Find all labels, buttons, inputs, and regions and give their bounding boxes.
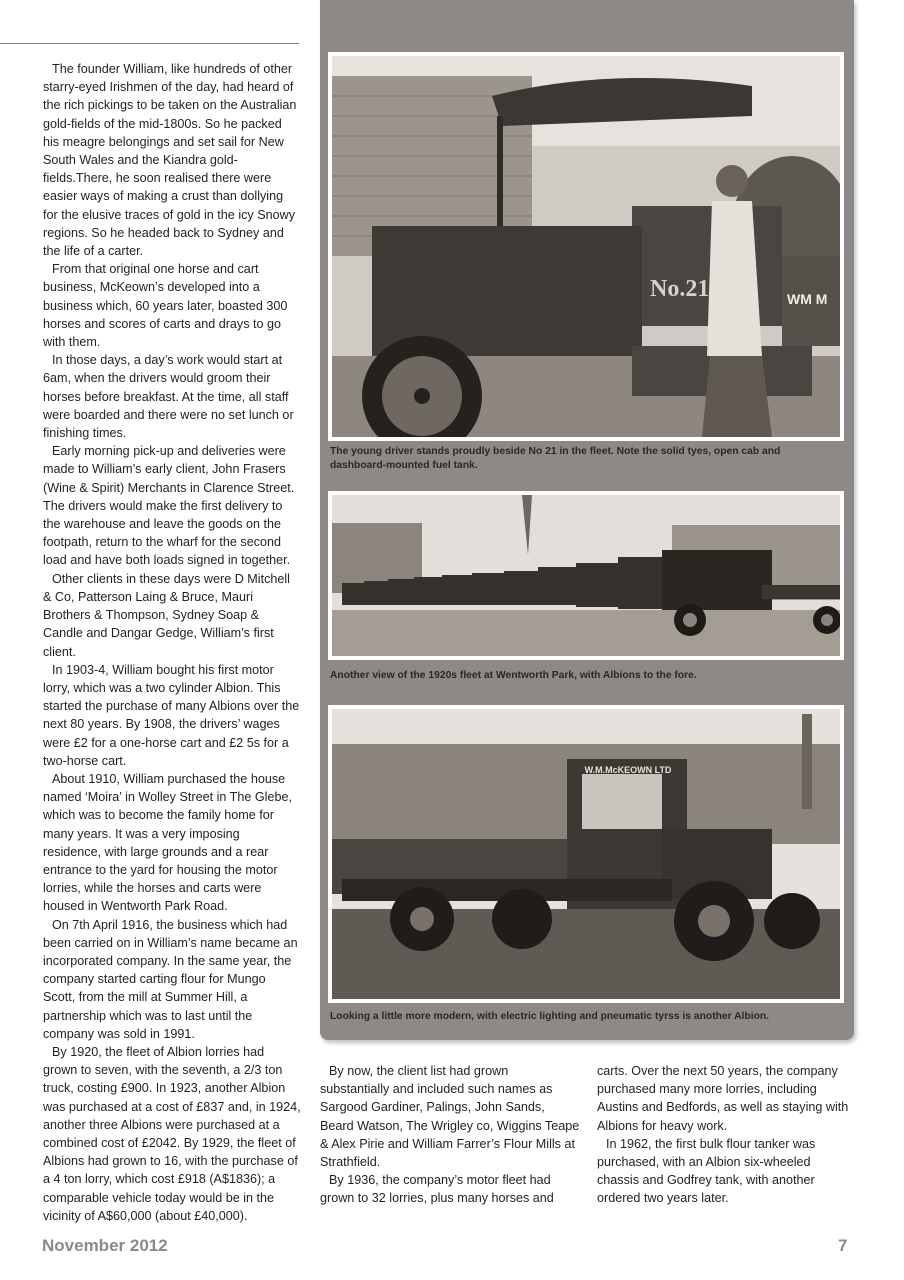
photo-fleet-wentworth-park bbox=[328, 491, 844, 660]
photo-albion-image bbox=[332, 709, 840, 999]
article-right-column bbox=[597, 1062, 854, 1208]
article-paragraph: In 1903-4, William bought his first motor lorry, which was a two cylinder Albion. This started the purchase of many Albions over the next 80 years. By 1908, the drivers’ wages were £2 for a one-horse cart and £2 5s for a two-horse cart. bbox=[43, 662, 300, 768]
article-paragraph: In those days, a day’s work would start at 6am, when the drivers would groom their horses before breakfast. At the time, all staff were boarded and there were no set lunch or finishing times. bbox=[43, 353, 294, 441]
photo-modern-albion bbox=[328, 705, 844, 1003]
article-paragraph: The founder William, like hundreds of other starry-eyed Irishmen of the day, had heard of the rich pickings to be taken on the Australian gold-fields of the mid-1800s. So he packed his meagre belongings and set sail for New South Wales and the Kiandra gold-fields.There, he soon realised there were easier ways of making a crust than dollying for the elusive traces of gold in the icy Snowy regions. So he headed back to Sydney and the life of a carter. bbox=[43, 62, 297, 259]
photo-caption: Looking a little more modern, with electric lighting and pneumatic tyrss is another Albion. bbox=[330, 1011, 770, 1022]
cab-sign-text: W.M.McKEOWN LTD bbox=[584, 765, 672, 775]
article-paragraph: Other clients in these days were D Mitchell & Co, Patterson Laing & Bruce, Mauri Brothers & Thompson, Sydney Soap & Candle and Dangar Gedge, William’s first client. bbox=[43, 571, 290, 659]
article-paragraph: In 1962, the first bulk flour tanker was purchased, with an Albion six-wheeled chassis and Godfrey tank, with another ordered two years later. bbox=[597, 1136, 816, 1206]
photo-truck-no21-image bbox=[332, 56, 840, 437]
truck-number-text: No.21 bbox=[650, 276, 710, 302]
photo-fleet-image bbox=[332, 495, 840, 656]
article-left-column bbox=[43, 60, 301, 1225]
photo-panel bbox=[320, 0, 854, 1040]
article-paragraph: By 1920, the fleet of Albion lorries had grown to seven, with the seventh, a 2/3 ton truck, costing £900. In 1923, another Albion was purchased at a cost of £837 and, in 1924, another three Albions were purchased at a combined cost of £2042. By 1929, the fleet of Albions had grown to 16, with the purchase of a 4 ton lorry, which cost £918 (A$1836); a comparable vehicle today would be in the vicinity of A$60,000 (about £40,000). bbox=[43, 1044, 301, 1223]
article-middle-column bbox=[320, 1062, 580, 1208]
photo-caption: Another view of the 1920s fleet at Wentworth Park, with Albions to the fore. bbox=[330, 670, 697, 681]
article-paragraph: By 1936, the company’s motor fleet had grown to 32 lorries, plus many horses and bbox=[320, 1173, 554, 1206]
article-paragraph: From that original one horse and cart business, McKeown’s developed into a business which, 60 years later, boasted 300 horses and scores of carts and drays to go with them. bbox=[43, 262, 288, 350]
photo-caption: The young driver stands proudly beside No 21 in the fleet. Note the solid tyes, open cab and dashboard-mounted fuel tank. bbox=[330, 446, 781, 471]
article-paragraph: On 7th April 1916, the business which had been carried on in William’s name became an incorporated company. In the same year, the company started carting flour for Mungo Scott, from the mill at Summer Hill, a partnership which was to last until the company was sold in 1991. bbox=[43, 917, 298, 1041]
article-paragraph: Early morning pick-up and deliveries were made to William’s early client, John Frasers (Wine & Spirit) Merchants in Clarence Street. The drivers would make the first delivery to the warehouse and leave the goods on the footpath, return to the wharf for the second load and have both loads signed in together. bbox=[43, 444, 295, 568]
footer-date: November 2012 bbox=[42, 1236, 168, 1255]
page-number: 7 bbox=[838, 1236, 848, 1255]
article-paragraph: By now, the client list had grown substantially and included such names as Sargood Gardiner, Palings, John Sands, Beard Watson, The Wrigley co, Wiggins Teape & Alex Pirie and William Farrer’s Flour Mills at Strathfield. bbox=[320, 1064, 580, 1170]
photo-truck-no21 bbox=[328, 52, 844, 441]
article-paragraph: About 1910, William purchased the house named ‘Moira’ in Wolley Street in The Glebe, which was to become the family home for many years. It was a very imposing residence, with large grounds and a rear entrance to the yard for housing the motor lorries, while the horses and carts were housed in Wentworth Park Road. bbox=[43, 771, 292, 914]
top-rule bbox=[0, 43, 299, 44]
article-paragraph: carts. Over the next 50 years, the company purchased many more lorries, including Austins and Bedfords, as well as staying with Albions for heavy work. bbox=[597, 1064, 849, 1133]
truck-side-text: WM M bbox=[787, 291, 828, 307]
